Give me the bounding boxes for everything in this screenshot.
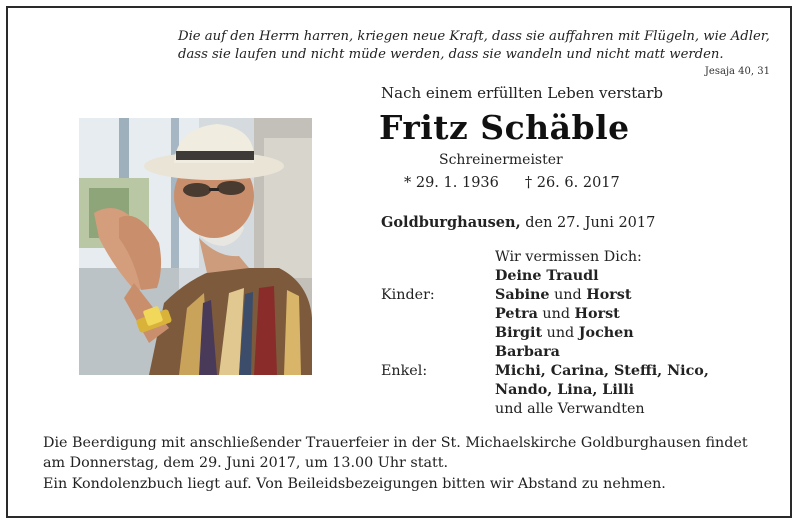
conjunction: und	[546, 325, 575, 341]
child-name: Sabine	[495, 287, 550, 303]
grandchildren-names: Michi, Carina, Steffi, Nico,	[495, 363, 709, 379]
grandchildren-label: Enkel:	[381, 363, 428, 379]
partner-name: Horst	[586, 287, 632, 303]
child-name: Petra	[495, 306, 538, 322]
place-date	[381, 214, 655, 231]
quote-line-1: Die auf den Herrn harren, kriegen neue Kraft, dass sie auffahren mit Flügeln, wie Adler,	[178, 29, 770, 44]
funeral-line-2: am Donnerstag, dem 29. Juni 2017, um 13.00 Uhr statt.	[43, 454, 449, 471]
missing-text: Wir vermissen Dich:	[495, 249, 642, 265]
relatives-text: und alle Verwandten	[495, 401, 645, 417]
deceased-name: Fritz Schäble	[379, 108, 630, 147]
funeral-line-1: Die Beerdigung mit anschließender Trauerfeier in der St. Michaelskirche Goldburghausen findet	[43, 435, 748, 451]
place-town: Goldburghausen,	[381, 214, 521, 231]
profession: Schreinermeister	[439, 152, 563, 168]
child-name: Birgit	[495, 325, 543, 341]
bible-quote	[178, 28, 768, 64]
spouse-name: Deine Traudl	[495, 268, 599, 284]
partner-name: Horst	[574, 306, 620, 322]
conjunction: und	[554, 287, 582, 303]
children-label: Kinder:	[381, 287, 435, 303]
condolence-line: Ein Kondolenzbuch liegt auf. Von Beileidsbezeigungen bitten wir Abstand zu nehmen.	[43, 476, 666, 492]
child-name: Barbara	[495, 344, 560, 360]
portrait-photo	[79, 118, 312, 375]
funeral-notice	[43, 434, 773, 495]
grandchildren-names: Nando, Lina, Lilli	[495, 382, 635, 398]
quote-reference: Jesaja 40, 31	[704, 66, 770, 77]
intro-text: Nach einem erfüllten Leben verstarb	[381, 84, 663, 102]
partner-name: Jochen	[578, 325, 634, 341]
life-dates	[404, 175, 620, 191]
death-date: † 26. 6. 2017	[524, 175, 620, 191]
conjunction: und	[542, 306, 570, 322]
quote-line-2: dass sie laufen und nicht müde werden, dass sie wandeln und nicht matt werden.	[178, 47, 724, 62]
birth-date: * 29. 1. 1936	[404, 175, 499, 191]
portrait-image	[79, 118, 312, 375]
place-date-text: den 27. Juni 2017	[525, 215, 656, 231]
